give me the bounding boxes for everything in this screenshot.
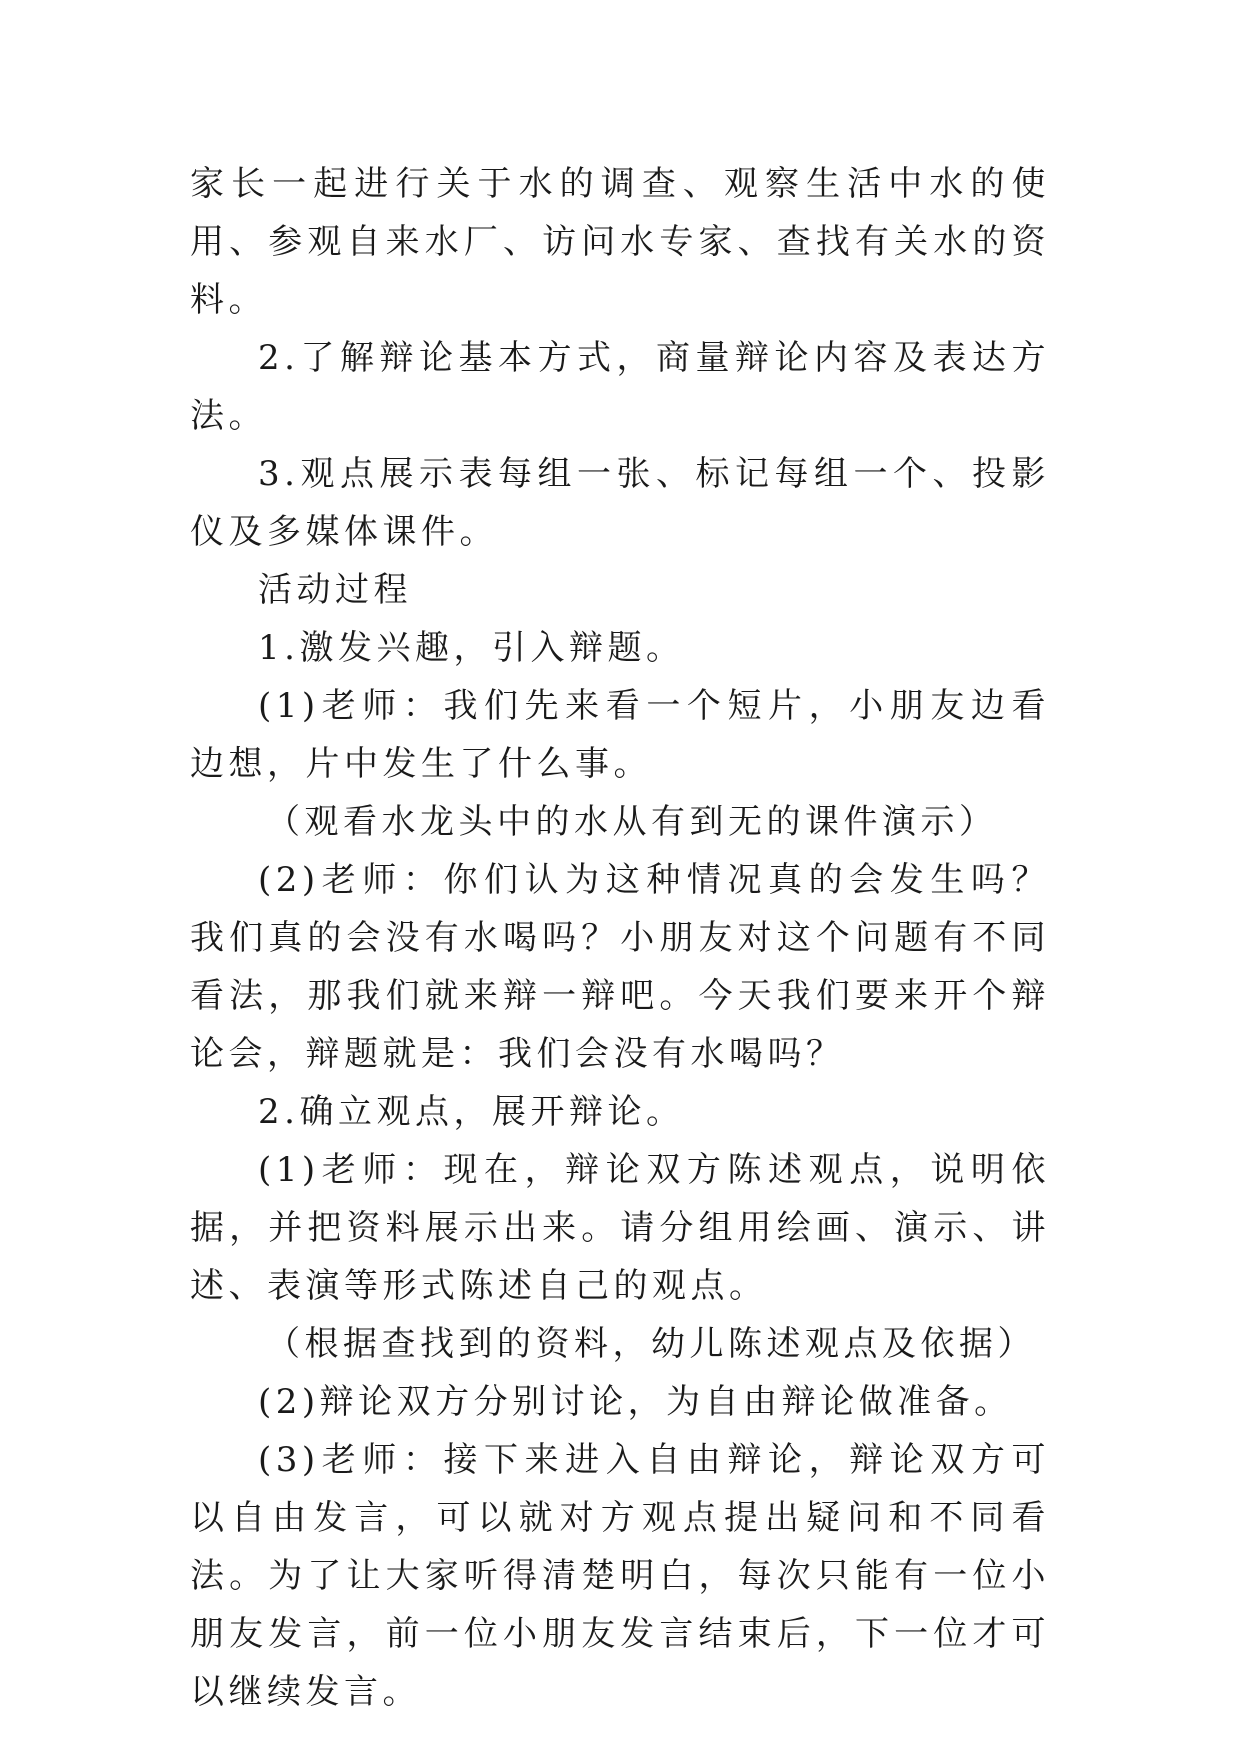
paragraph-item-2: 2.了解辩论基本方式，商量辩论内容及表达方法。	[190, 338, 1050, 436]
paragraph-note-2: （根据查找到的资料，幼儿陈述观点及依据）	[266, 1324, 1036, 1364]
document-body	[190, 155, 1050, 1721]
paragraph-teacher-2: (2)老师：你们认为这种情况真的会发生吗？我们真的会没有水喝吗？小朋友对这个问题有不同看法，那我们就来辩一辩吧。今天我们要来开个辩论会，辩题就是：我们会没有水喝吗？	[190, 860, 1050, 1074]
step-heading-1: 1.激发兴趣，引入辩题。	[258, 628, 685, 668]
paragraph-teacher-3: (1)老师：现在，辩论双方陈述观点，说明依据，并把资料展示出来。请分组用绘画、演示、讲述、表演等形式陈述自己的观点。	[190, 1150, 1050, 1306]
paragraph-teacher-4: (3)老师：接下来进入自由辩论，辩论双方可以自由发言，可以就对方观点提出疑问和不同看法。为了让大家听得清楚明白，每次只能有一位小朋友发言，前一位小朋友发言结束后，下一位才可以继续发言。	[190, 1440, 1050, 1712]
paragraph-item-3: 3.观点展示表每组一张、标记每组一个、投影仪及多媒体课件。	[190, 454, 1050, 552]
step-heading-2: 2.确立观点，展开辩论。	[258, 1092, 685, 1132]
paragraph-continuation: 家长一起进行关于水的调查、观察生活中水的使用、参观自来水厂、访问水专家、查找有关水的资料。	[190, 164, 1050, 320]
section-heading-activity-process: 活动过程	[258, 570, 412, 610]
paragraph-teacher-1: (1)老师：我们先来看一个短片，小朋友边看边想，片中发生了什么事。	[190, 686, 1050, 784]
paragraph-discussion: (2)辩论双方分别讨论，为自由辩论做准备。	[258, 1382, 1013, 1422]
paragraph-note-1: （观看水龙头中的水从有到无的课件演示）	[266, 802, 998, 842]
